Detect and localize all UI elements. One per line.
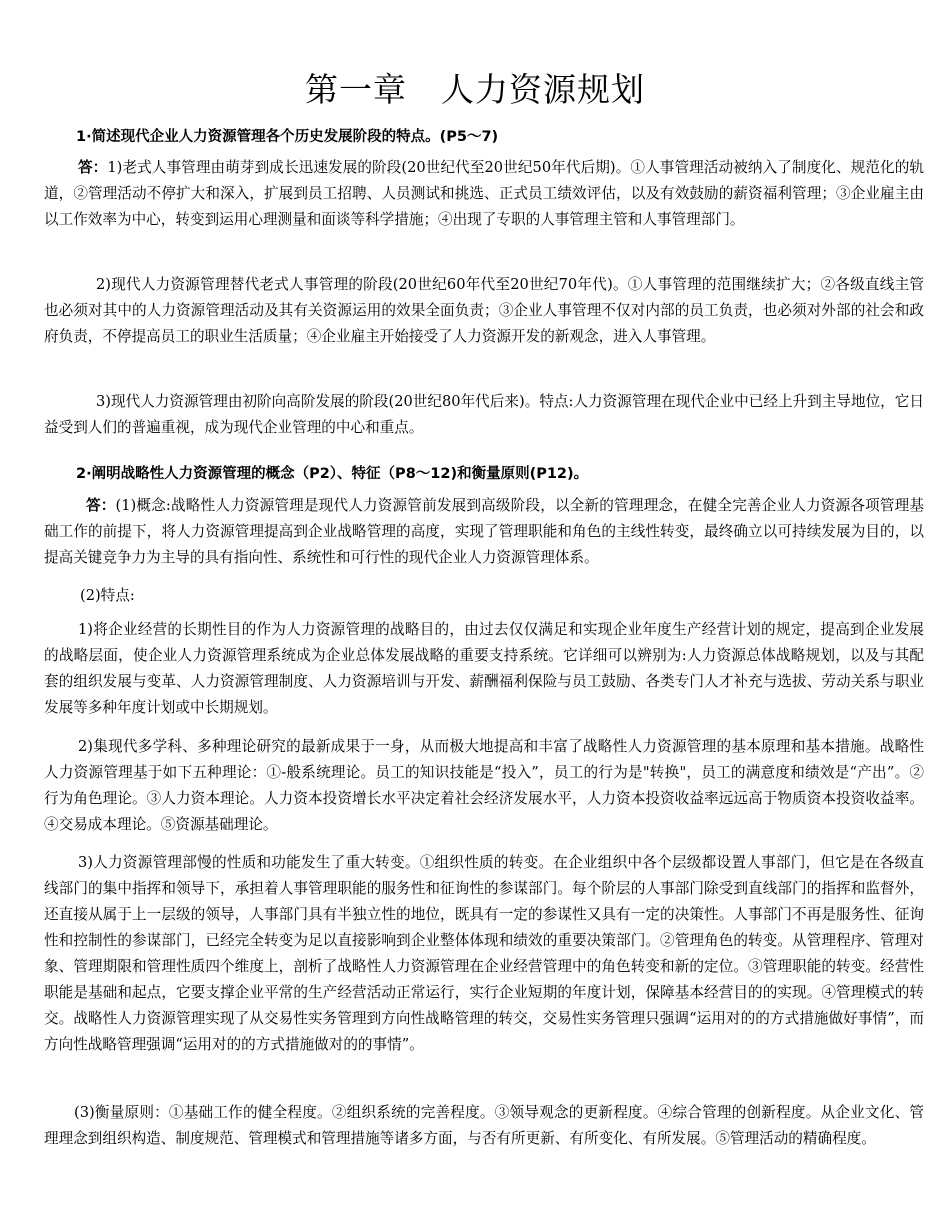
question-2-heading: 2·阐明战略性人力资源管理的概念（P2）、特征（P8～12)和衡量原则(P12)。 [76,466,589,482]
chapter-title: 第一章 人力资源规划 [305,70,645,109]
paragraph-text: (1)概念:战略性人力资源管理是现代人力资源管前发展到高级阶段，以全新的管理理念，在健全完善企业人力资源各项管理基础工作的前提下，将人力资源管理提高到企业战略管理的高度，实现了管理职能和角色的主线性转变，最终确立以可持续发展为目的，以提高关键竞争力为主导的具有指向性、系统性和可行性的现代企业人力资源管理体系。 [44,497,924,566]
answer-2-feature-3: 3)人力资源管理部慢的性质和功能发生了重大转变。①组织性质的转变。在企业组织中各个层级都设置人事部门，但它是在各级直线部门的集中指挥和领导下，承担着人事管理职能的服务性和征询性的参谋部门。每个阶层的人事部门除受到直线部门的指挥和监督外，还直接从属于上一层级的领导，人事部门具有半独立性的地位，既具有一定的参谋性又具有一定的决策性。人事部门不再是服务性、征询性和控制性的参谋部门，已经完全转变为足以直接影响到企业整体体现和绩效的重要决策部门。②管理角色的转变。从管理程序、管理对象、管理期限和管理性质四个维度上，剖析了战略性人力资源管理在企业经营管理中的角色转变和新的定位。③管理职能的转变。经营性职能是基础和起点，它要支撑企业平常的生产经营活动正常运行，实行企业短期的年度计划，保障基本经营目的的实现。④管理模式的转交。战略性人力资源管理实现了从交易性实务管理到方向性战略管理的转交，交易性实务管理只强调“运用对的的方式措施做好事情”，而方向性战略管理强调“运用对的的方式措施做对的的事情”。 [44,854,924,1053]
answer-2-criteria: (3)衡量原则：①基础工作的健全程度。②组织系统的完善程度。③领导观念的更新程度。④综合管理的创新程度。从企业文化、管理理念到组织构造、制度规范、管理模式和管理措施等诸多方面，与否有所更新、有所变化、有所发展。⑤管理活动的精确程度。 [44,1104,924,1147]
question-1-heading: 1·简述现代企业人力资源管理各个历史发展阶段的特点。(P5～7) [76,129,499,145]
answer-label: 答： [86,497,116,514]
answer-2-feature-1: 1)将企业经营的长期性目的作为人力资源管理的战略目的，由过去仅仅满足和实现企业年度生产经营计划的规定，提高到企业发展的战略层面，使企业人力资源管理系统成为企业总体发展战略的重要支持系统。它详细可以辨别为:人力资源总体战略规划，以及与其配套的组织发展与变革、人力资源管理制度、人力资源培训与开发、薪酬福利保险与员工鼓励、各类专门人才补充与选拔、劳动关系与职业发展等多种年度计划或中长期规划。 [44,621,924,716]
answer-1-paragraph-2: 2)现代人力资源管理替代老式人事管理的阶段(20世纪60年代至20世纪70年代)。①人事管理的范围继续扩大；②各级直线主管也必须对其中的人力资源管理活动及其有关资源运用的效果全面负责；③企业人事管理不仅对内部的员工负责，也必须对外部的社会和政府负责，不停提高员工的职业生活质量；④企业雇主开始接受了人力资源开发的新观念，进入人事管理。 [44,276,924,345]
paragraph-text: 1)老式人事管理由萌芽到成长迅速发展的阶段(20世纪代至20世纪50年代后期)。①人事管理活动被纳入了制度化、规范化的轨道，②管理活动不停扩大和深入，扩展到员工招聘、人员测试和挑选、正式员工绩效评估，以及有效鼓励的薪资福利管理；③企业雇主由以工作效率为中心，转变到运用心理测量和面谈等科学措施；④出现了专职的人事管理主管和人事管理部门。 [44,159,924,228]
answer-2-concept [44,493,924,571]
answer-2-feature-2: 2)集现代多学科、多种理论研究的最新成果于一身，从而极大地提高和丰富了战略性人力资源管理的基本原理和基本措施。战略性人力资源管理基于如下五种理论：①-般系统理论。员工的知识技能是“投入”，员工的行为是"转换"，员工的满意度和绩效是“产出”。②行为角色理论。③人力资本理论。人力资本投资增长水平决定着社会经济发展水平，人力资本投资收益率远远高于物质资本投资收益率。④交易成本理论。⑤资源基础理论。 [44,738,924,833]
answer-1-paragraph-3: 3)现代人力资源管理由初阶向高阶发展的阶段(20世纪80年代后来)。特点:人力资源管理在现代企业中已经上升到主导地位，它日益受到人们的普遍重视，成为现代企业管理的中心和重点。 [44,393,924,436]
answer-1-paragraph-1 [44,155,924,233]
answer-2-features-heading: (2)特点: [80,587,135,604]
answer-label: 答： [78,159,108,176]
